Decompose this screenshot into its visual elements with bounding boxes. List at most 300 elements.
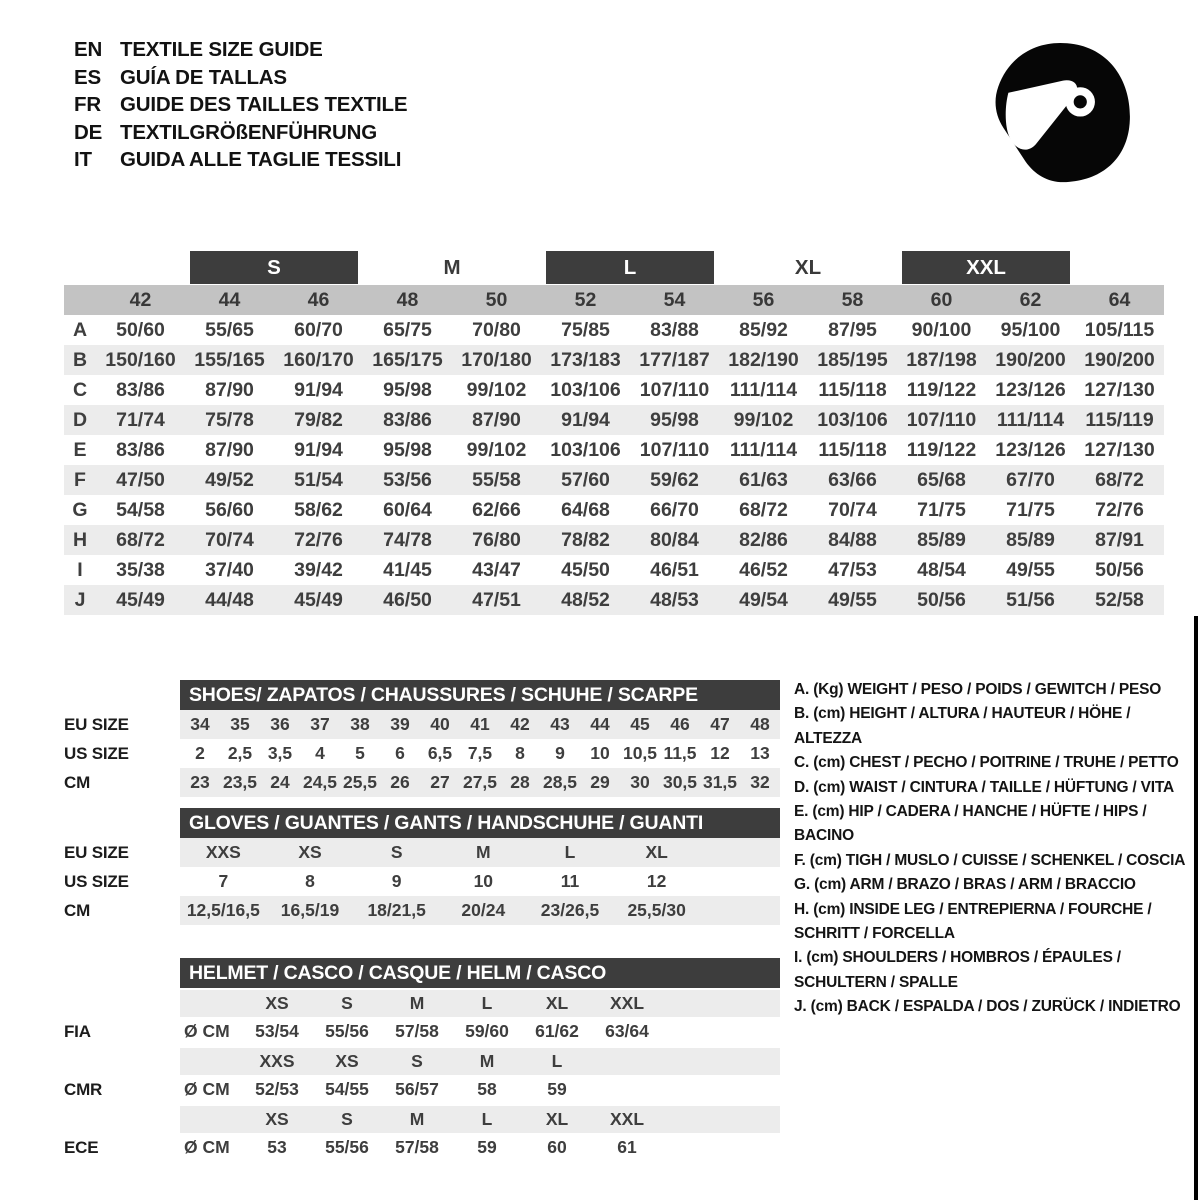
size-value: 182/190 [728, 348, 799, 371]
row-label: EU SIZE [64, 714, 129, 734]
measurement-rows [64, 315, 1164, 615]
size-label-cell: XS [265, 993, 289, 1013]
value-cell: 45 [630, 714, 650, 734]
measurement-legend [794, 678, 1196, 1020]
legend-item-e: E. (cm) HIP / CADERA / HANCHE / HÜFTE / HIPS / BACINO [794, 803, 1147, 845]
racing-helmet-svg [978, 28, 1140, 196]
value-cell: 18/21,5 [367, 900, 426, 920]
size-value: 37/40 [205, 558, 254, 581]
size-value: 49/52 [205, 468, 254, 491]
language-code: FR [74, 93, 101, 117]
shoes-section [64, 680, 780, 797]
gloves-values [180, 838, 780, 867]
gloves-values [180, 896, 780, 925]
standard-label: ECE [64, 1137, 99, 1157]
size-value: 49/55 [1006, 558, 1055, 581]
size-value: 68/72 [1095, 468, 1144, 491]
value-cell: 2 [195, 743, 205, 763]
size-value: 115/118 [818, 378, 887, 401]
size-label-cell: M [409, 1109, 425, 1129]
size-value: 47/53 [828, 558, 877, 581]
helmet-value-cell: 59 [547, 1079, 567, 1099]
size-group-XL: XL [794, 255, 822, 279]
row-label: J [74, 588, 86, 611]
helmet-value-cell: 53/54 [255, 1021, 299, 1041]
helmet-sizes-row-FIA [64, 990, 780, 1017]
size-value: 87/90 [205, 378, 254, 401]
size-value: 127/130 [1084, 438, 1155, 461]
size-value: 83/88 [650, 318, 699, 341]
size-value: 115/119 [1085, 408, 1154, 431]
size-value: 63/66 [828, 468, 877, 491]
value-cell: 23/26,5 [540, 900, 600, 920]
size-column-56: 56 [752, 288, 775, 311]
value-cell: 11,5 [663, 743, 697, 763]
size-value: 107/110 [906, 408, 977, 431]
size-row-I [64, 555, 1164, 585]
size-column-44: 44 [218, 288, 241, 311]
value-cell: 25,5/30 [627, 900, 686, 920]
size-value: 99/102 [466, 438, 527, 461]
standard-label: CMR [64, 1079, 103, 1099]
size-group-XXL: XXL [902, 251, 1070, 284]
helmet-header-bar [180, 958, 780, 988]
unit-cell: Ø CM [184, 1137, 230, 1157]
size-value: 84/88 [828, 528, 877, 551]
shoes-values [180, 739, 780, 768]
size-value: 95/98 [650, 408, 699, 431]
textile-size-table [64, 251, 1164, 615]
size-value: 58/62 [294, 498, 343, 521]
legend-item-c: C. (cm) CHEST / PECHO / POITRINE / TRUHE / PETTO [794, 754, 1179, 772]
value-cell: 38 [350, 714, 370, 734]
size-value: 173/183 [550, 348, 621, 371]
size-column-42: 42 [129, 288, 152, 311]
size-value: 54/58 [116, 498, 165, 521]
size-row-B [64, 345, 1164, 375]
size-value: 82/86 [739, 528, 788, 551]
size-value: 48/52 [561, 588, 610, 611]
size-value: 115/118 [818, 438, 887, 461]
language-line-fr [74, 91, 407, 119]
value-cell: 24 [270, 772, 290, 792]
value-cell: 5 [355, 743, 365, 763]
row-label: G [72, 498, 88, 521]
size-value: 99/102 [466, 378, 527, 401]
size-value: 87/90 [205, 438, 254, 461]
size-column-54: 54 [663, 288, 686, 311]
size-value: 60/70 [294, 318, 343, 341]
size-value: 46/52 [739, 558, 788, 581]
value-cell: 28,5 [542, 772, 578, 792]
size-value: 71/74 [116, 408, 165, 431]
value-cell: 32 [750, 772, 770, 792]
value-cell: 24,5 [302, 772, 338, 792]
size-value: 74/78 [383, 528, 432, 551]
size-value: 119/122 [906, 378, 977, 401]
size-value: 70/74 [828, 498, 877, 521]
helmet-values [180, 1017, 780, 1046]
value-cell: 30,5 [662, 772, 698, 792]
size-column-64: 64 [1108, 288, 1131, 311]
legend-item-g: G. (cm) ARM / BRAZO / BRAS / ARM / BRACCIO [794, 876, 1136, 894]
size-value: 107/110 [639, 438, 710, 461]
size-number-band [64, 285, 1164, 315]
size-value: 87/95 [828, 318, 877, 341]
unit-cell: Ø CM [184, 1021, 230, 1041]
row-label [64, 1048, 180, 1075]
size-value: 66/70 [650, 498, 699, 521]
size-row-H [64, 525, 1164, 555]
helmet-size-labels [180, 1106, 780, 1133]
helmet-sizes-row-CMR [64, 1048, 780, 1075]
size-value: 70/80 [472, 318, 521, 341]
size-value: 111/114 [729, 378, 798, 401]
size-value: 127/130 [1084, 378, 1155, 401]
size-value: 48/53 [650, 588, 699, 611]
value-cell: 41 [470, 714, 490, 734]
size-value: 45/49 [116, 588, 165, 611]
helmet-size-labels [180, 990, 780, 1017]
size-value: 103/106 [550, 378, 621, 401]
legend-item-b: B. (cm) HEIGHT / ALTURA / HAUTEUR / HÖHE / ALTEZZA [794, 705, 1131, 747]
value-cell: 16,5/19 [280, 900, 340, 920]
size-value: 53/56 [383, 468, 432, 491]
unit-cell: Ø CM [184, 1079, 230, 1099]
value-cell: 13 [750, 743, 770, 763]
size-row-E [64, 435, 1164, 465]
value-cell: XL [645, 842, 668, 862]
value-cell: 8 [515, 743, 525, 763]
helmet-value-cell: 52/53 [255, 1079, 299, 1099]
size-value: 55/65 [205, 318, 254, 341]
language-line-en [74, 36, 407, 64]
legend-item-h: H. (cm) INSIDE LEG / ENTREPIERNA / FOURCHE / SCHRITT / FORCELLA [794, 900, 1152, 943]
value-cell: 23 [190, 772, 210, 792]
size-label-cell: XL [545, 1109, 569, 1129]
shoes-rows [64, 710, 780, 797]
size-group-header-row [64, 251, 1164, 284]
page-edge-line [1194, 616, 1198, 1200]
size-value: 45/49 [294, 588, 343, 611]
value-cell: 9 [555, 743, 565, 763]
size-value: 78/82 [561, 528, 610, 551]
value-cell: 12 [646, 871, 667, 891]
size-value: 111/114 [729, 438, 798, 461]
size-row-G [64, 495, 1164, 525]
row-label: F [74, 468, 86, 491]
value-cell: 40 [430, 714, 450, 734]
size-value: 190/200 [1084, 348, 1155, 371]
size-label-cell: M [479, 1051, 495, 1071]
size-value: 49/54 [739, 588, 788, 611]
value-cell: 27 [430, 772, 450, 792]
size-value: 99/102 [733, 408, 794, 431]
size-value: 48/54 [917, 558, 966, 581]
row-label: D [72, 408, 88, 431]
value-cell: 25,5 [342, 772, 378, 792]
row-label [64, 1106, 180, 1133]
helmet-value-cell: 60 [547, 1137, 567, 1157]
size-label-cell: S [411, 1051, 423, 1071]
helmet-sizes-row-ECE [64, 1106, 780, 1133]
row-label: US SIZE [64, 871, 129, 891]
size-column-46: 46 [307, 288, 330, 311]
value-cell: 7,5 [467, 743, 493, 763]
size-value: 85/89 [917, 528, 966, 551]
value-cell: 9 [391, 871, 402, 891]
size-column-50: 50 [485, 288, 508, 311]
helmet-value-cell: 61 [617, 1137, 637, 1157]
size-label-cell: L [481, 993, 493, 1013]
value-cell: XS [298, 842, 322, 862]
size-value: 160/170 [283, 348, 354, 371]
size-value: 150/160 [105, 348, 176, 371]
shoes-values [180, 768, 780, 797]
size-row-F [64, 465, 1164, 495]
shoes-row-us-size [64, 739, 780, 768]
value-cell: S [390, 842, 403, 862]
value-cell: 7 [218, 871, 229, 891]
gloves-row-eu-size [64, 838, 780, 867]
value-cell: 30 [630, 772, 650, 792]
helmet-title: HELMET / CASCO / CASQUE / HELM / CASCO [189, 961, 607, 984]
value-cell: 47 [710, 714, 730, 734]
helmet-value-cell: 59/60 [465, 1021, 509, 1041]
size-value: 68/72 [739, 498, 788, 521]
size-value: 61/63 [739, 468, 788, 491]
value-cell: 48 [750, 714, 770, 734]
shoes-title: SHOES/ ZAPATOS / CHAUSSURES / SCHUHE / SCARPE [189, 683, 698, 706]
size-value: 91/94 [294, 438, 343, 461]
helmet-value-cell: 53 [267, 1137, 287, 1157]
size-value: 71/75 [917, 498, 966, 521]
size-value: 111/114 [996, 408, 1065, 431]
size-column-48: 48 [396, 288, 419, 311]
value-cell: 10 [473, 871, 494, 891]
value-cell: 44 [590, 714, 610, 734]
size-value: 71/75 [1006, 498, 1055, 521]
size-value: 51/56 [1006, 588, 1055, 611]
value-cell: 42 [510, 714, 530, 734]
gloves-section [64, 808, 780, 925]
size-value: 75/85 [561, 318, 610, 341]
value-cell: 36 [270, 714, 290, 734]
size-value: 83/86 [116, 378, 165, 401]
size-label-cell: XS [265, 1109, 289, 1129]
value-cell: XXS [205, 842, 241, 862]
size-value: 190/200 [995, 348, 1066, 371]
gloves-header-bar [180, 808, 780, 838]
helmet-value-cell: 61/62 [535, 1021, 579, 1041]
helmet-value-cell: 57/58 [395, 1021, 439, 1041]
size-label-cell: L [481, 1109, 493, 1129]
racing-helmet-icon [978, 28, 1140, 196]
helmet-values-row-FIA [64, 1017, 780, 1046]
size-value: 72/76 [294, 528, 343, 551]
size-column-58: 58 [841, 288, 864, 311]
row-label: A [72, 318, 88, 341]
value-cell: 10 [590, 743, 610, 763]
size-value: 187/198 [906, 348, 977, 371]
size-value: 60/64 [383, 498, 432, 521]
size-value: 170/180 [461, 348, 532, 371]
size-value: 87/90 [472, 408, 521, 431]
value-cell: 37 [310, 714, 330, 734]
size-column-60: 60 [930, 288, 953, 311]
value-cell: 6 [395, 743, 405, 763]
legend-item-f: F. (cm) TIGH / MUSLO / CUISSE / SCHENKEL / COSCIA [794, 851, 1186, 869]
size-value: 35/38 [116, 558, 165, 581]
row-label: CM [64, 900, 91, 920]
value-cell: 46 [670, 714, 690, 734]
language-title: TEXTILE SIZE GUIDE [120, 38, 323, 61]
size-value: 91/94 [561, 408, 610, 431]
size-value: 119/122 [906, 438, 977, 461]
size-label-cell: XXL [609, 1109, 645, 1129]
helmet-values-row-CMR [64, 1075, 780, 1104]
size-value: 85/92 [739, 318, 788, 341]
size-value: 83/86 [116, 438, 165, 461]
row-label: EU SIZE [64, 842, 129, 862]
language-code: ES [74, 65, 101, 89]
size-value: 155/165 [194, 348, 265, 371]
legend-item-d: D. (cm) WAIST / CINTURA / TAILLE / HÜFTUNG / VITA [794, 778, 1174, 796]
size-value: 51/54 [294, 468, 343, 491]
gloves-row-us-size [64, 867, 780, 896]
row-label: US SIZE [64, 743, 129, 763]
size-value: 50/56 [1095, 558, 1144, 581]
language-code: EN [74, 38, 103, 61]
language-title: TEXTILGRÖßENFÜHRUNG [120, 120, 377, 144]
language-title: GUÍA DE TALLAS [120, 65, 287, 89]
size-column-62: 62 [1019, 288, 1042, 311]
size-value: 103/106 [550, 438, 621, 461]
size-value: 123/126 [995, 438, 1066, 461]
row-label: B [72, 348, 88, 371]
helmet-size-labels [180, 1048, 780, 1075]
size-value: 103/106 [817, 408, 888, 431]
value-cell: 31,5 [702, 772, 738, 792]
size-value: 46/51 [650, 558, 699, 581]
size-column-52: 52 [574, 288, 597, 311]
value-cell: 6,5 [427, 743, 453, 763]
size-row-A [64, 315, 1164, 345]
size-value: 177/187 [639, 348, 710, 371]
size-value: 87/91 [1095, 528, 1144, 551]
helmet-value-cell: 55/56 [325, 1021, 369, 1041]
size-value: 39/42 [294, 558, 343, 581]
size-value: 107/110 [639, 378, 710, 401]
size-value: 52/58 [1095, 588, 1144, 611]
helmet-value-cell: 58 [477, 1079, 497, 1099]
size-value: 72/76 [1095, 498, 1144, 521]
size-value: 80/84 [650, 528, 699, 551]
legend-item-a: A. (Kg) WEIGHT / PESO / POIDS / GEWITCH / PESO [794, 681, 1162, 698]
size-group-S: S [190, 251, 358, 284]
language-title: GUIDA ALLE TAGLIE TESSILI [120, 148, 402, 172]
helmet-value-cell: 59 [477, 1137, 497, 1157]
helmet-section [64, 958, 780, 1162]
row-label: C [72, 378, 88, 401]
size-value: 55/58 [472, 468, 521, 491]
value-cell: 27,5 [462, 772, 498, 792]
size-value: 45/50 [561, 558, 610, 581]
size-group-M: M [443, 255, 461, 279]
shoes-row-cm [64, 768, 780, 797]
size-group-L: L [546, 251, 714, 284]
size-value: 56/60 [205, 498, 254, 521]
shoes-header-bar [180, 680, 780, 710]
size-value: 47/50 [116, 468, 165, 491]
value-cell: 8 [305, 871, 315, 891]
size-label-cell: XL [545, 993, 569, 1013]
size-value: 68/72 [116, 528, 165, 551]
value-cell: 35 [230, 714, 250, 734]
group-spacer [64, 251, 185, 284]
shoes-values [180, 710, 780, 739]
helmet-value-cell: 55/56 [325, 1137, 369, 1157]
size-value: 79/82 [294, 408, 343, 431]
language-code: DE [74, 120, 103, 144]
size-label-cell: L [551, 1051, 563, 1071]
size-label-cell: XXS [259, 1051, 295, 1071]
row-label: H [72, 528, 88, 551]
size-value: 95/98 [383, 438, 432, 461]
value-cell: 39 [390, 714, 410, 734]
value-cell: 10,5 [622, 743, 658, 763]
value-cell: 3,5 [267, 743, 293, 763]
size-value: 105/115 [1084, 318, 1155, 341]
size-value: 44/48 [205, 588, 254, 611]
helmet-value-cell: 56/57 [395, 1079, 439, 1099]
value-cell: L [564, 842, 576, 862]
size-value: 75/78 [205, 408, 254, 431]
size-row-C [64, 375, 1164, 405]
value-cell: 11 [560, 871, 580, 891]
value-cell: 23,5 [222, 772, 258, 792]
row-label: E [73, 438, 87, 461]
value-cell: 2,5 [227, 743, 253, 763]
size-value: 185/195 [817, 348, 888, 371]
size-label-cell: S [341, 1109, 353, 1129]
size-value: 95/100 [1000, 318, 1061, 341]
helmet-values [180, 1133, 780, 1162]
language-title: GUIDE DES TAILLES TEXTILE [120, 93, 408, 117]
helmet-rows [64, 990, 780, 1162]
size-value: 65/68 [917, 468, 966, 491]
helmet-value-cell: 63/64 [605, 1021, 649, 1041]
size-value: 59/62 [650, 468, 699, 491]
shoes-row-eu-size [64, 710, 780, 739]
size-row-J [64, 585, 1164, 615]
legend-item-i: I. (cm) SHOULDERS / HOMBROS / ÉPAULES / SCHULTERN / SPALLE [794, 949, 1121, 991]
size-value: 62/66 [472, 498, 521, 521]
language-line-es [74, 64, 407, 92]
standard-label: FIA [64, 1021, 91, 1041]
size-label-cell: S [341, 993, 353, 1013]
size-value: 65/75 [383, 318, 432, 341]
value-cell: M [476, 842, 491, 862]
size-value: 47/51 [472, 588, 521, 611]
row-label: CM [64, 772, 91, 792]
size-value: 41/45 [383, 558, 432, 581]
value-cell: 12,5/16,5 [186, 900, 260, 920]
helmet-values [180, 1075, 780, 1104]
helmet-value-cell: 57/58 [395, 1137, 439, 1157]
gloves-rows [64, 838, 780, 925]
value-cell: 4 [315, 743, 325, 763]
